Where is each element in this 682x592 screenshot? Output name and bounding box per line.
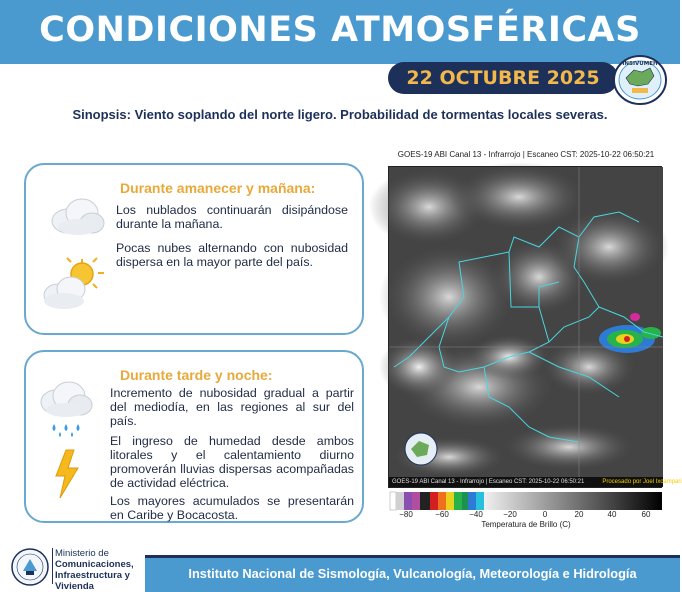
temperature-color-scale	[390, 492, 662, 510]
scale-tick: 40	[607, 510, 617, 519]
rain-cloud-icon	[36, 378, 98, 443]
ministry-name	[55, 548, 134, 592]
morning-card	[24, 163, 364, 335]
ministry-line-3: Infraestructura y	[55, 570, 130, 581]
afternoon-paragraph-1: Incremento de nubosidad gradual a partir del mediodía, en las regiones al sur del país.	[110, 386, 354, 428]
synopsis-text: Sinopsis: Viento soplando del norte ligero. Probabilidad de tormentas locales severas.	[72, 107, 608, 122]
ministry-line-4: Vivienda	[55, 581, 94, 592]
satellite-caption: GOES-19 ABI Canal 13 - Infrarrojo | Escaneo CST: 2025-10-22 06:50:21	[397, 150, 655, 159]
sun-behind-cloud-icon	[38, 257, 108, 318]
satellite-footer-left: GOES-19 ABI Canal 13 - Infrarrojo | Escaneo CST: 2025-10-22 06:50:21	[392, 479, 585, 485]
morning-paragraph-2: Pocas nubes alternando con nubosidad dispersa en la mayor parte del país.	[116, 241, 348, 269]
ministry-divider	[52, 548, 53, 584]
scale-tick: 0	[542, 510, 548, 519]
satellite-map	[389, 167, 663, 479]
satellite-image	[388, 166, 682, 488]
temperature-scale-label: Temperatura de Brillo (C)	[481, 520, 571, 529]
date-badge: 22 OCTUBRE 2025	[388, 62, 618, 94]
institute-name: Instituto Nacional de Sismología, Vulcanología, Meteorología e Hidrología	[188, 566, 637, 581]
page-title: CONDICIONES ATMOSFÉRICAS	[39, 10, 641, 50]
morning-paragraph-1: Los nublados continuarán disipándose durante la mañana.	[116, 203, 348, 231]
morning-title: Durante amanecer y mañana:	[120, 180, 316, 196]
scale-tick: 20	[574, 510, 584, 519]
guatemala-coat-of-arms-logo	[10, 547, 50, 587]
seal-text: INSIVUMEH	[622, 61, 658, 67]
satellite-footer-credit: Procesado por Joel Ixcampari	[602, 479, 682, 485]
scale-tick: −60	[435, 510, 449, 519]
afternoon-title: Durante tarde y noche:	[120, 367, 273, 383]
scale-tick: 60	[641, 510, 651, 519]
afternoon-paragraph-3: Los mayores acumulados se presentarán en Caribe y Bocacosta.	[110, 494, 354, 522]
afternoon-paragraph-2: El ingreso de humedad desde ambos litorales y el calentamiento diurno promoverán lluvias dispersas acompañadas de actividad eléctrica.	[110, 434, 354, 490]
scale-tick: −80	[399, 510, 413, 519]
temperature-scale-ticks	[390, 510, 662, 520]
afternoon-card	[24, 350, 364, 523]
scale-tick: −40	[469, 510, 483, 519]
insivumeh-logo	[612, 54, 668, 106]
lightning-icon	[52, 448, 82, 505]
ministry-line-2: Comunicaciones,	[55, 559, 134, 570]
satellite-footer	[389, 477, 682, 487]
ministry-line-1: Ministerio de	[55, 548, 109, 559]
scale-tick: −20	[503, 510, 517, 519]
cloud-icon	[48, 191, 108, 244]
